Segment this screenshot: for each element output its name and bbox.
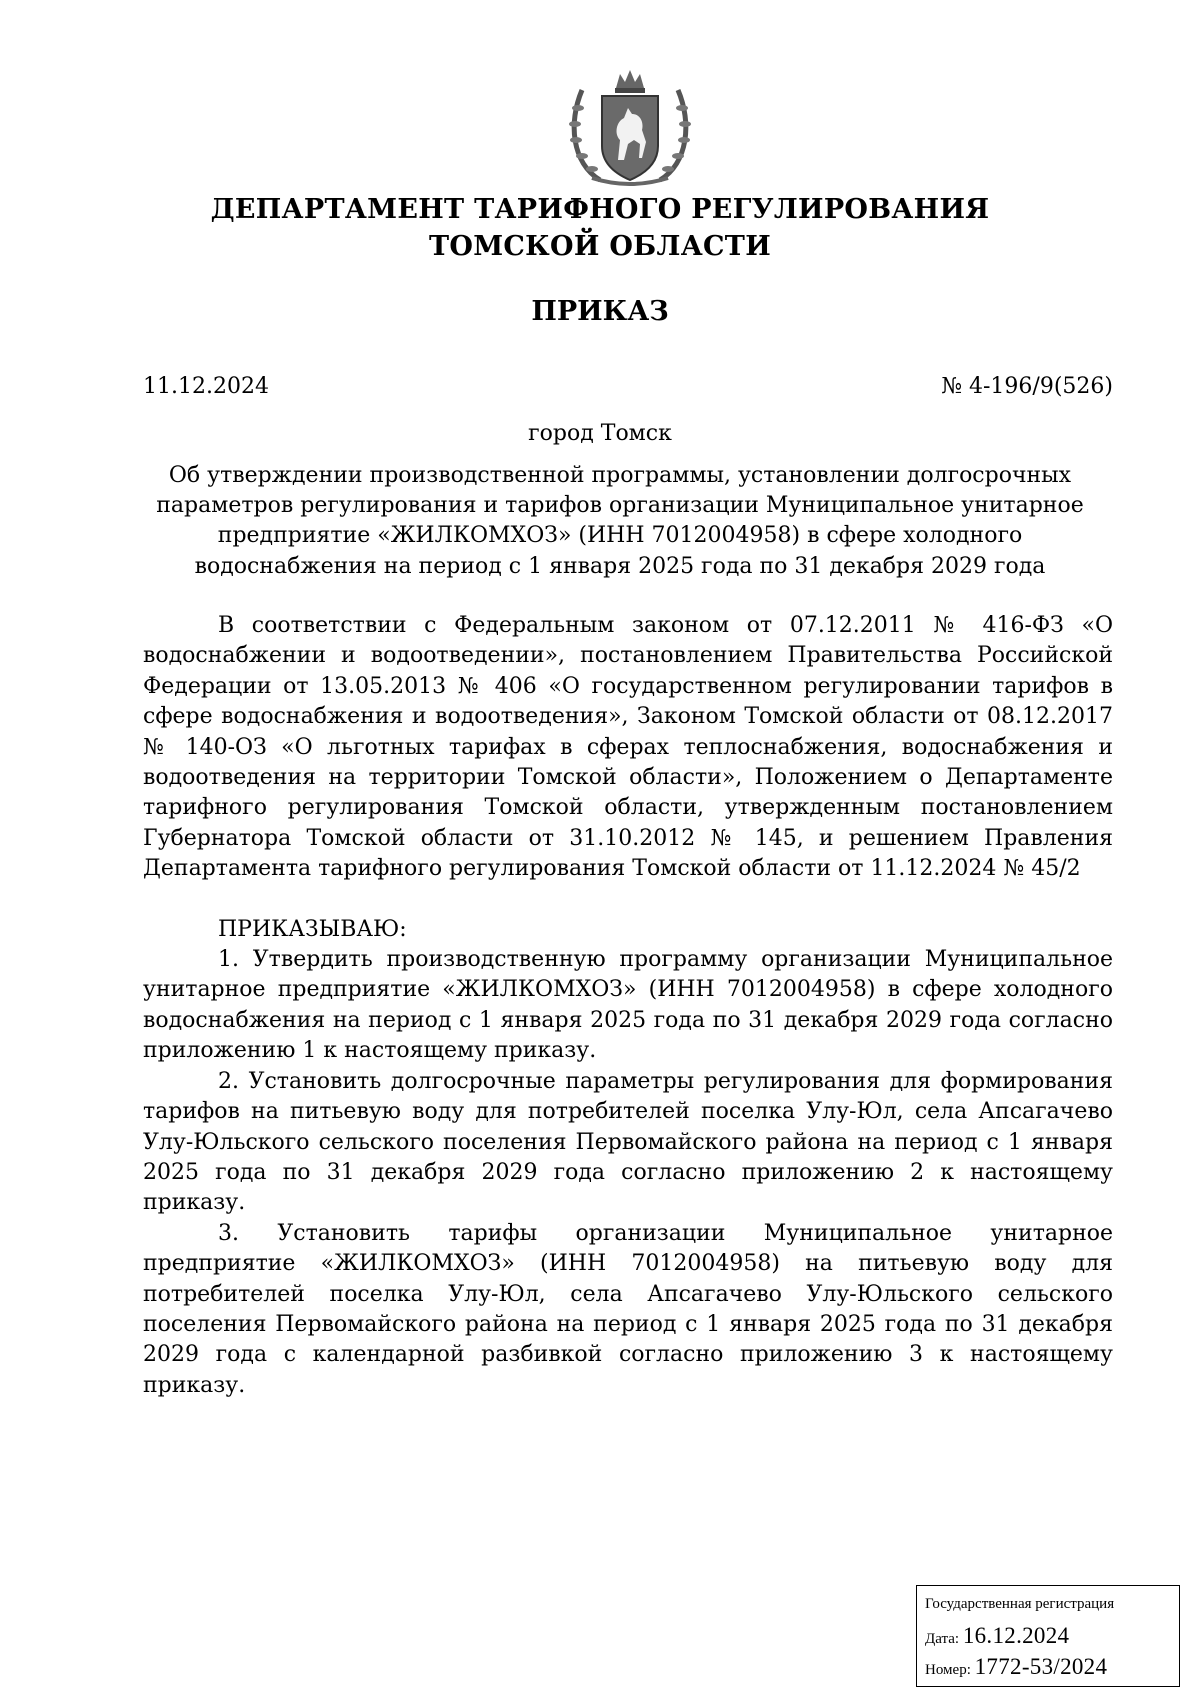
order-date: 11.12.2024: [143, 374, 269, 399]
registration-title: Государственная регистрация: [925, 1596, 1115, 1612]
order-body: [143, 611, 1113, 1401]
registration-stamp: [916, 1585, 1180, 1687]
department-title-line1: ДЕПАРТАМЕНТ ТАРИФНОГО РЕГУЛИРОВАНИЯ: [210, 194, 990, 225]
department-title-line2: ТОМСКОЙ ОБЛАСТИ: [428, 231, 772, 262]
order-item-1: 1. Утвердить производственную программу организации Муниципальное унитарное предприятие «ЖИЛКОМХОЗ» (ИНН 7012004958) в сфере холодного водоснабжения на период с 1 января 2025 года по 31 декабря 2029 года согласно приложению 1 к настоящему приказу.: [143, 947, 1113, 1064]
order-number: № 4-196/9(526): [941, 374, 1113, 399]
preamble-paragraph: В соответствии с Федеральным законом от 07.12.2011 № 416-ФЗ «О водоснабжении и водоотведении», постановлением Правительства Российской Федерации от 13.05.2013 № 406 «О государственном регулировании тарифов в сфере водоснабжения и водоотведения», Законом Томской области от 08.12.2017 № 140-ОЗ «О льготных тарифах в сферах теплоснабжения, водоснабжения и водоотведения на территории Томской области», Положением о Департаменте тарифного регулирования Томской области, утвержденным постановлением Губернатора Томской области от 31.10.2012 № 145, и решением Правления Департамента тарифного регулирования Томской области от 11.12.2024 № 45/2: [143, 613, 1113, 882]
registration-number-row: [925, 1654, 1107, 1680]
order-subject: Об утверждении производственной программы, установлении долгосрочных параметров регулирования и тарифов организации Муниципальное унитарное предприятие «ЖИЛКОМХОЗ» (ИНН 7012004958) в сфере холодного водоснабжения на период с 1 января 2025 года по 31 декабря 2029 года: [156, 463, 1084, 579]
registration-date-value: 16.12.2024: [962, 1623, 1070, 1648]
decree-word: ПРИКАЗЫВАЮ:: [218, 916, 407, 942]
registration-number-value: 1772-53/2024: [974, 1654, 1108, 1679]
document-type: ПРИКАЗ: [531, 296, 669, 327]
registration-date-row: [925, 1623, 1069, 1649]
registration-date-label: Дата:: [925, 1631, 960, 1647]
tomsk-coat-of-arms-icon: [562, 68, 698, 186]
city: город Томск: [528, 421, 672, 446]
registration-number-label: Номер:: [925, 1662, 971, 1678]
order-item-2: 2. Установить долгосрочные параметры регулирования для формирования тарифов на питьевую воду для потребителей поселка Улу-Юл, села Апсагачево Улу-Юльского сельского поселения Первомайского района на период с 1 января 2025 года по 31 декабря 2029 года согласно приложению 2 к настоящему приказу.: [143, 1068, 1113, 1216]
order-item-3: 3. Установить тарифы организации Муниципальное унитарное предприятие «ЖИЛКОМХОЗ» (ИНН 7012004958) на питьевую воду для потребителей поселка Улу-Юл, села Апсагачево Улу-Юльского сельского поселения Первомайского района на период с 1 января 2025 года по 31 декабря 2029 года с календарной разбивкой согласно приложению 3 к настоящему приказу.: [143, 1220, 1113, 1398]
